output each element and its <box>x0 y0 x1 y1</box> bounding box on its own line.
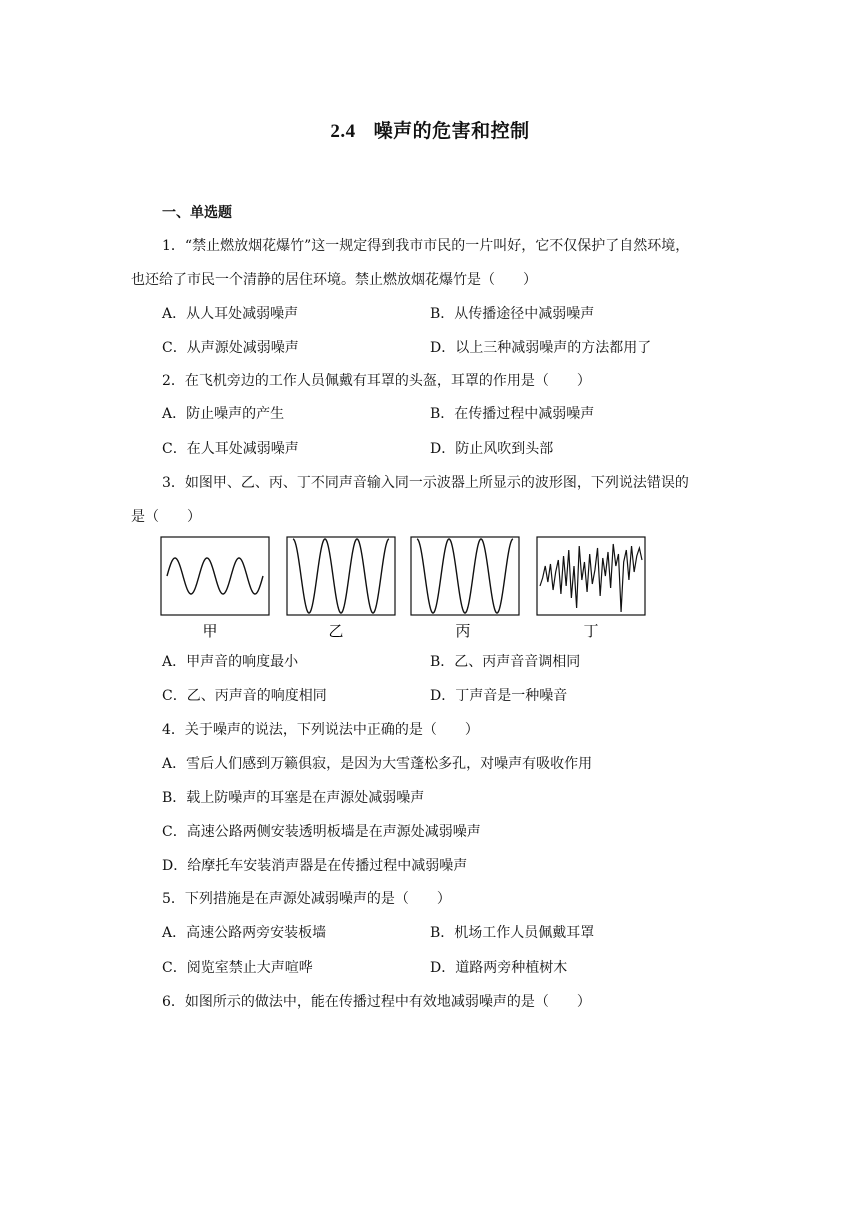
q3-option-d: D．丁声音是一种噪音 <box>430 688 568 704</box>
q4-option-c: C．高速公路两侧安装透明板墙是在声源处减弱噪声 <box>162 824 481 840</box>
q5-option-b: B．机场工作人员佩戴耳罩 <box>430 925 595 941</box>
q2-option-a: A．防止噪声的产生 <box>162 406 285 422</box>
label-bing: 丙 <box>455 622 471 640</box>
q5-option-c: C．阅览室禁止大声喧哗 <box>162 960 313 976</box>
label-ding: 丁 <box>583 622 599 640</box>
label-yi: 乙 <box>328 622 344 640</box>
waveform-ding <box>537 537 645 615</box>
q4-option-b: B．载上防噪声的耳塞是在声源处减弱噪声 <box>162 790 425 806</box>
oscilloscope-waveforms-figure <box>160 536 646 640</box>
q1-option-d: D．以上三种减弱噪声的方法都用了 <box>430 340 652 356</box>
q2-option-d: D．防止风吹到头部 <box>430 441 554 457</box>
q6-stem: 6．如图所示的做法中，能在传播过程中有效地减弱噪声的是（ ） <box>162 994 591 1010</box>
q4-option-a: A．雪后人们感到万籁俱寂，是因为大雪蓬松多孔，对噪声有吸收作用 <box>162 756 593 772</box>
q5-option-a: A．高速公路两旁安装板墙 <box>162 925 327 941</box>
q1-option-c: C．从声源处减弱噪声 <box>162 340 299 356</box>
waveform-yi <box>287 537 395 615</box>
q3-option-b: B．乙、丙声音音调相同 <box>430 654 581 670</box>
waveform-jia <box>161 537 269 615</box>
q1-option-b: B．从传播途径中减弱噪声 <box>430 306 595 322</box>
q3-stem-line2: 是（ ） <box>131 509 201 525</box>
q5-stem: 5．下列措施是在声源处减弱噪声的是（ ） <box>162 891 451 907</box>
q2-option-c: C．在人耳处减弱噪声 <box>162 441 299 457</box>
label-jia: 甲 <box>202 622 218 640</box>
q1-stem-line1: 1．“禁止燃放烟花爆竹”这一规定得到我市市民的一片叫好，它不仅保护了自然环境， <box>162 238 690 254</box>
title-number: 2.4 <box>330 121 356 142</box>
title-text: 噪声的危害和控制 <box>373 120 530 142</box>
waveform-bing <box>411 537 519 615</box>
section-heading: 一、单选题 <box>162 205 232 221</box>
q1-stem-line2: 也还给了市民一个清静的居住环境。禁止燃放烟花爆竹是（ ） <box>131 272 537 288</box>
q2-option-b: B．在传播过程中减弱噪声 <box>430 406 595 422</box>
q4-stem: 4．关于噪声的说法，下列说法中正确的是（ ） <box>162 722 479 738</box>
q3-stem-line1: 3．如图甲、乙、丙、丁不同声音输入同一示波器上所显示的波形图，下列说法错误的 <box>162 475 689 491</box>
page-title <box>0 116 860 143</box>
q1-option-a: A．从人耳处减弱噪声 <box>162 306 299 322</box>
q5-option-d: D．道路两旁种植树木 <box>430 960 568 976</box>
q2-stem: 2．在飞机旁边的工作人员佩戴有耳罩的头盔，耳罩的作用是（ ） <box>162 373 591 389</box>
q4-option-d: D．给摩托车安装消声器是在传播过程中减弱噪声 <box>162 858 468 874</box>
q3-option-a: A．甲声音的响度最小 <box>162 654 299 670</box>
q3-option-c: C．乙、丙声音的响度相同 <box>162 688 327 704</box>
